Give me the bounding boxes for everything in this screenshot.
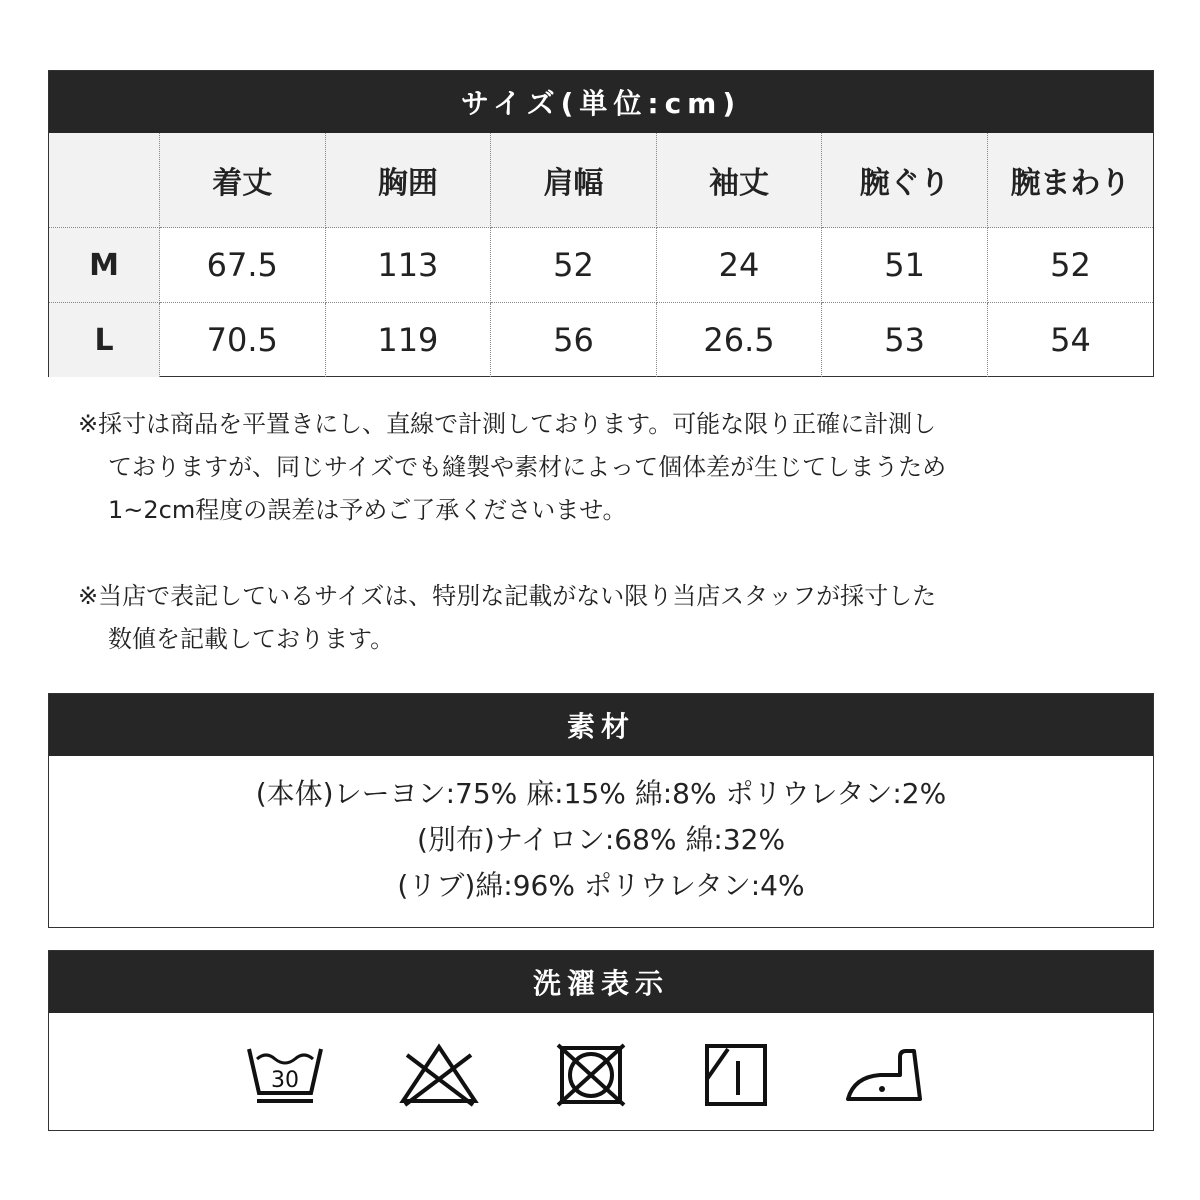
table-cell: 119: [325, 303, 491, 378]
no-tumble-dry-icon: [554, 1043, 628, 1107]
table-cell: 24: [656, 228, 822, 303]
table-cell: 67.5: [160, 228, 326, 303]
no-bleach-icon: [399, 1043, 479, 1107]
material-section: [48, 693, 1154, 928]
material-section-title: 素材: [49, 694, 1153, 756]
material-line: (リブ)綿:96% ポリウレタン:4%: [397, 869, 805, 902]
table-cell: 70.5: [160, 303, 326, 378]
washing-icons: [49, 1013, 1153, 1130]
table-cell: 52: [987, 228, 1153, 303]
table-cell: 26.5: [656, 303, 822, 378]
column-header: 肩幅: [491, 133, 657, 228]
corner-cell: [49, 133, 160, 228]
note-line: ※当店で表記しているサイズは、特別な記載がない限り当店スタッフが採寸した: [78, 582, 937, 610]
table-cell: 56: [491, 303, 657, 378]
washing-section: [48, 950, 1154, 1131]
table-cell: 113: [325, 228, 491, 303]
material-line: (本体)レーヨン:75% 麻:15% 綿:8% ポリウレタン:2%: [255, 777, 947, 810]
size-label: M: [49, 228, 160, 303]
wash-temperature: 30: [271, 1068, 299, 1093]
size-table-header-row: [49, 133, 1153, 228]
size-section-title: サイズ(単位:cm): [49, 71, 1153, 133]
table-cell: 52: [491, 228, 657, 303]
washing-section-title: 洗濯表示: [49, 951, 1153, 1013]
size-table: [49, 133, 1153, 377]
table-row: [49, 228, 1153, 303]
table-cell: 54: [987, 303, 1153, 378]
note-line: ておりますが、同じサイズでも縫製や素材によって個体差が生じてしまうため: [108, 453, 947, 481]
note-line: 1~2cm程度の誤差は予めご了承くださいませ。: [108, 496, 627, 524]
material-list: [49, 756, 1153, 909]
note-line: ※採寸は商品を平置きにし、直線で計測しております。可能な限り正確に計測し: [78, 410, 937, 438]
column-header: 袖丈: [656, 133, 822, 228]
column-header: 胸囲: [325, 133, 491, 228]
iron-low-icon: [844, 1043, 924, 1107]
drip-dry-icon: [704, 1043, 768, 1107]
note-line: 数値を記載しております。: [108, 625, 395, 653]
size-table-section: [48, 70, 1154, 377]
size-note: [78, 575, 936, 661]
material-line: (別布)ナイロン:68% 綿:32%: [416, 823, 786, 856]
wash-tub-30-icon: [245, 1043, 325, 1107]
column-header: 腕まわり: [987, 133, 1153, 228]
column-header: 着丈: [160, 133, 326, 228]
measurement-note: [78, 403, 946, 532]
size-label: L: [49, 303, 160, 378]
table-cell: 53: [822, 303, 988, 378]
table-row: [49, 303, 1153, 378]
table-cell: 51: [822, 228, 988, 303]
column-header: 腕ぐり: [822, 133, 988, 228]
